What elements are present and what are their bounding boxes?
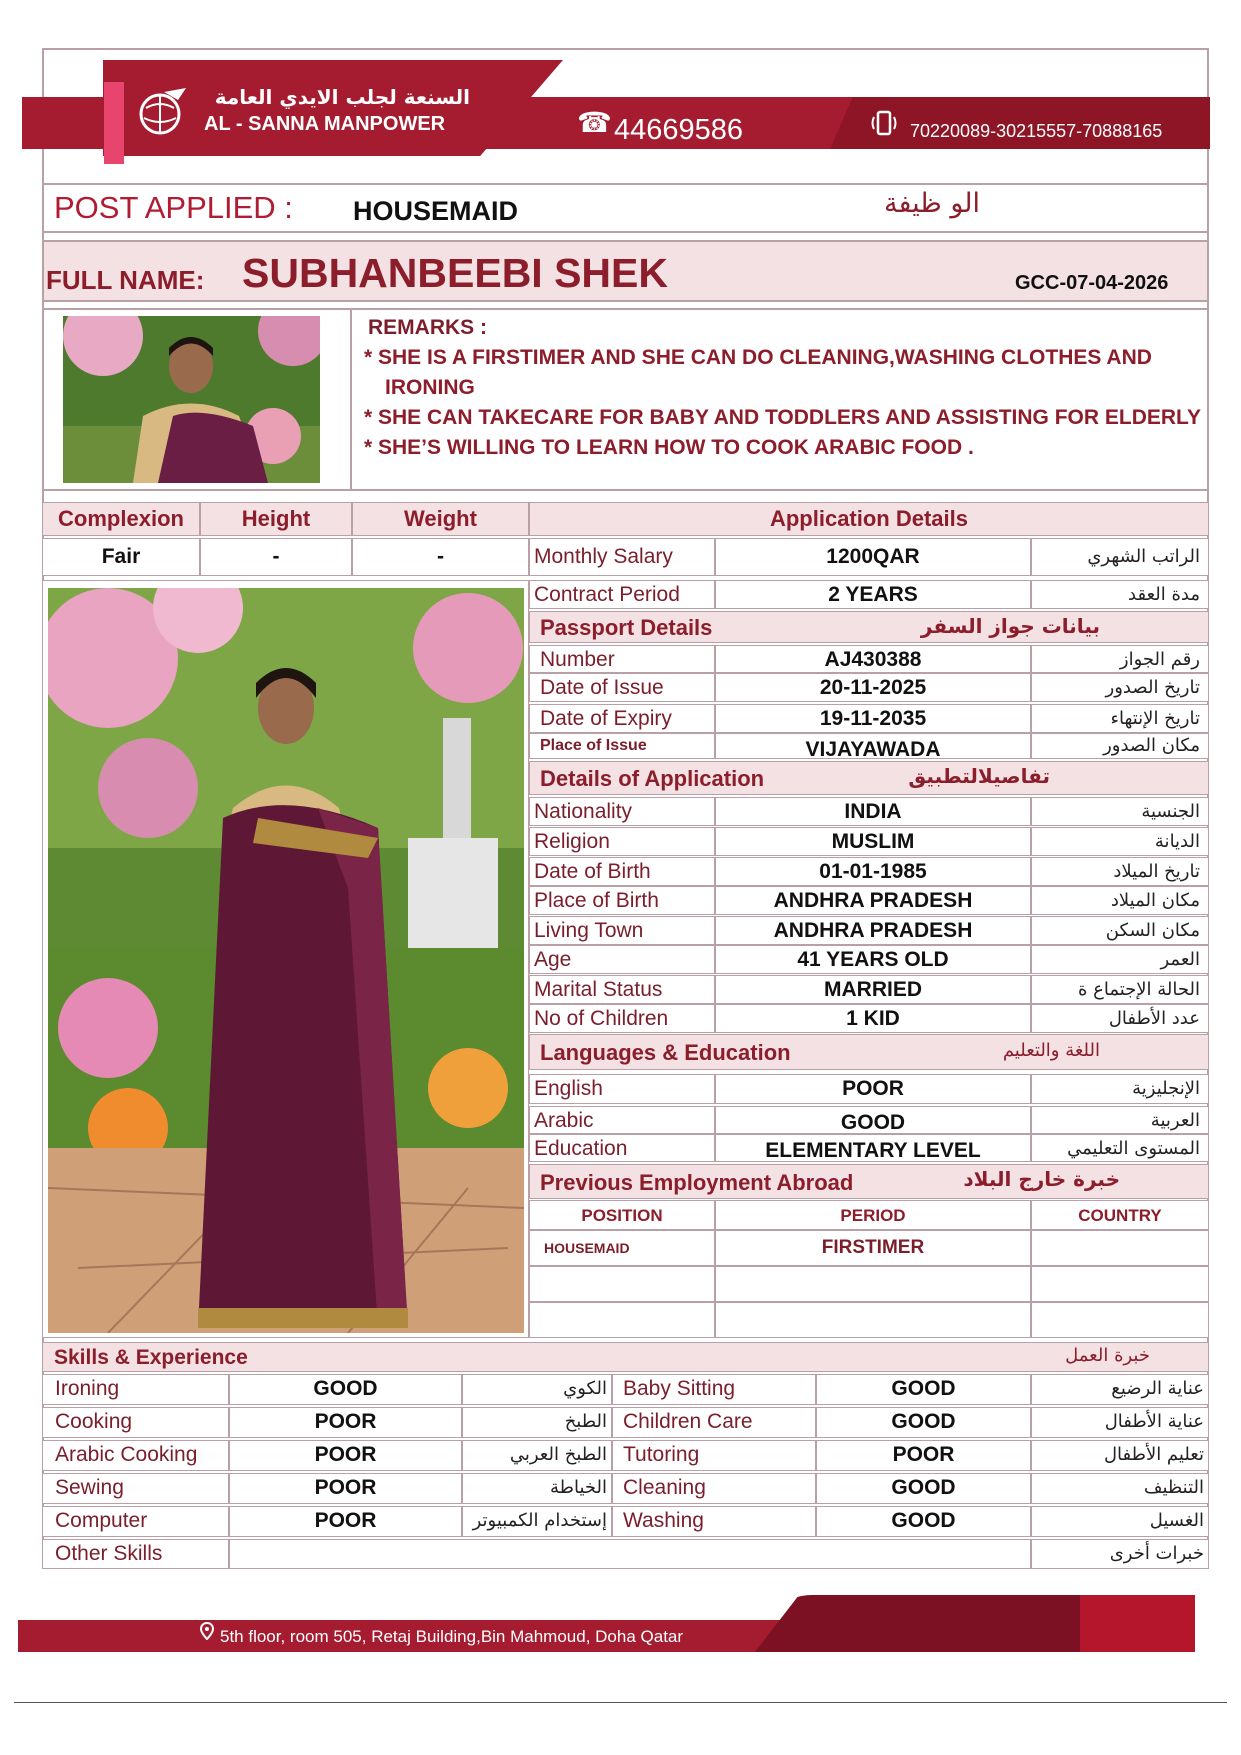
employment-empty-cell bbox=[715, 1266, 1031, 1302]
employment-period-cell: FIRSTIMER bbox=[715, 1230, 1031, 1266]
employment-position-cell: HOUSEMAID bbox=[529, 1230, 715, 1266]
employment-country-cell bbox=[1031, 1230, 1209, 1266]
employment-empty-cell bbox=[715, 1302, 1031, 1338]
employment-period-header: PERIOD bbox=[715, 1200, 1031, 1230]
skill-washing-label: Washing bbox=[612, 1506, 816, 1537]
bottom-rule bbox=[14, 1702, 1227, 1703]
application-details-header: Application Details bbox=[529, 502, 1209, 536]
height-header: Height bbox=[200, 502, 352, 536]
company-name-en: AL - SANNA MANPOWER bbox=[204, 113, 446, 135]
company-name-ar: السنعة لجلب الايدي العامة bbox=[214, 85, 470, 109]
age-label-ar: العمر bbox=[1031, 945, 1209, 974]
post-applied-value: HOUSEMAID bbox=[353, 196, 519, 226]
living-town-label-ar: مكان السكن bbox=[1031, 916, 1209, 945]
passport-number-value: AJ430388 bbox=[715, 645, 1031, 673]
age-value: 41 YEARS OLD bbox=[715, 945, 1031, 974]
weight-value: - bbox=[352, 538, 529, 576]
monthly-salary-label-ar: الراتب الشهري bbox=[1031, 538, 1209, 576]
english-value: POOR bbox=[715, 1074, 1031, 1104]
employment-title-ar: خبرة خارج البلاد bbox=[963, 1167, 1120, 1191]
details-of-application-title: Details of Application bbox=[540, 766, 765, 791]
monthly-salary-label: Monthly Salary bbox=[529, 538, 715, 576]
passport-number-label-ar: رقم الجواز bbox=[1031, 645, 1209, 673]
nationality-label: Nationality bbox=[529, 797, 715, 826]
issue-date-value: 20-11-2025 bbox=[715, 673, 1031, 702]
education-label: Education bbox=[529, 1134, 715, 1162]
place-of-birth-label-ar: مكان الميلاد bbox=[1031, 886, 1209, 915]
skill-ironing-label-ar: الكوي bbox=[462, 1374, 612, 1405]
skills-title-ar: خبرة العمل bbox=[1065, 1345, 1150, 1366]
weight-header: Weight bbox=[352, 502, 529, 536]
place-of-issue-value: VIJAYAWADA bbox=[715, 733, 1031, 759]
languages-title: Languages & Education bbox=[540, 1040, 791, 1065]
religion-value: MUSLIM bbox=[715, 827, 1031, 856]
employment-empty-cell bbox=[1031, 1266, 1209, 1302]
employment-empty-cell bbox=[1031, 1302, 1209, 1338]
employment-title: Previous Employment Abroad bbox=[540, 1170, 854, 1195]
skill-washing-value: GOOD bbox=[816, 1506, 1031, 1537]
nationality-label-ar: الجنسية bbox=[1031, 797, 1209, 826]
full-name-value: SUBHANBEEBI SHEK bbox=[242, 250, 668, 296]
phone-icon: ☎ bbox=[577, 107, 612, 138]
arabic-label: Arabic bbox=[529, 1106, 715, 1134]
contract-period-label: Contract Period bbox=[529, 580, 715, 609]
monthly-salary-value: 1200QAR bbox=[715, 538, 1031, 576]
skill-cooking-label: Cooking bbox=[42, 1407, 229, 1438]
passport-photo bbox=[63, 316, 320, 483]
skill-children-care-value: GOOD bbox=[816, 1407, 1031, 1438]
skill-computer-label: Computer bbox=[42, 1506, 229, 1537]
skill-computer-label-ar: إستخدام الكمبيوتر bbox=[462, 1506, 612, 1537]
issue-date-label: Date of Issue bbox=[529, 673, 715, 702]
remarks-line: * SHE CAN TAKECARE FOR BABY AND TODDLERS AND ASSISTING FOR ELDERLY bbox=[364, 406, 1201, 429]
complexion-value: Fair bbox=[42, 538, 200, 576]
remarks-line: * SHE’S WILLING TO LEARN HOW TO COOK ARABIC FOOD . bbox=[364, 436, 974, 459]
children-label: No of Children bbox=[529, 1004, 715, 1033]
skill-arabic-cooking-label-ar: الطبخ العربي bbox=[462, 1440, 612, 1471]
date-of-birth-label: Date of Birth bbox=[529, 857, 715, 886]
skill-ironing-label: Ironing bbox=[42, 1374, 229, 1405]
living-town-label: Living Town bbox=[529, 916, 715, 945]
languages-title-ar: اللغة والتعليم bbox=[1002, 1040, 1100, 1061]
skill-baby-sitting-label: Baby Sitting bbox=[612, 1374, 816, 1405]
place-of-birth-value: ANDHRA PRADESH bbox=[715, 886, 1031, 915]
other-skills-label-ar: خبرات أخرى bbox=[1031, 1539, 1209, 1569]
nationality-value: INDIA bbox=[715, 797, 1031, 826]
footer-address: 5th floor, room 505, Retaj Building,Bin Mahmoud, Doha Qatar bbox=[220, 1627, 684, 1646]
skill-baby-sitting-value: GOOD bbox=[816, 1374, 1031, 1405]
date-of-birth-value: 01-01-1985 bbox=[715, 857, 1031, 886]
passport-number-label: Number bbox=[529, 645, 715, 673]
remarks-divider bbox=[350, 308, 352, 491]
skill-cooking-value: POOR bbox=[229, 1407, 462, 1438]
skill-cleaning-label: Cleaning bbox=[612, 1473, 816, 1504]
location-pin-icon bbox=[200, 1622, 214, 1640]
skill-sewing-label-ar: الخياطة bbox=[462, 1473, 612, 1504]
employment-country-header: COUNTRY bbox=[1031, 1200, 1209, 1230]
education-label-ar: المستوى التعليمي bbox=[1031, 1134, 1209, 1162]
living-town-value: ANDHRA PRADESH bbox=[715, 916, 1031, 945]
expiry-date-label-ar: تاريخ الإنتهاء bbox=[1031, 704, 1209, 733]
skill-children-care-label-ar: عناية الأطفال bbox=[1031, 1407, 1209, 1438]
english-label-ar: الإنجليزية bbox=[1031, 1074, 1209, 1104]
date-of-birth-label-ar: تاريخ الميلاد bbox=[1031, 857, 1209, 886]
reference-code: GCC-07-04-2026 bbox=[1015, 272, 1169, 294]
company-logo-icon bbox=[134, 88, 188, 136]
place-of-issue-label-ar: مكان الصدور bbox=[1031, 733, 1209, 759]
skill-arabic-cooking-label: Arabic Cooking bbox=[42, 1440, 229, 1471]
skill-sewing-label: Sewing bbox=[42, 1473, 229, 1504]
skill-children-care-label: Children Care bbox=[612, 1407, 816, 1438]
remarks-line: * SHE IS A FIRSTIMER AND SHE CAN DO CLEANING,WASHING CLOTHES AND bbox=[364, 346, 1152, 369]
expiry-date-value: 19-11-2035 bbox=[715, 704, 1031, 733]
skills-title: Skills & Experience bbox=[54, 1346, 248, 1369]
header-accent-bar bbox=[104, 82, 124, 164]
details-of-application-title-ar: تفاصيلالتطبيق bbox=[908, 764, 1050, 788]
full-name-label: FULL NAME: bbox=[46, 265, 205, 295]
expiry-date-label: Date of Expiry bbox=[529, 704, 715, 733]
marital-status-value: MARRIED bbox=[715, 975, 1031, 1004]
marital-status-label-ar: الحالة الإجتماع ة bbox=[1031, 975, 1209, 1004]
skill-computer-value: POOR bbox=[229, 1506, 462, 1537]
education-value: ELEMENTARY LEVEL bbox=[715, 1134, 1031, 1162]
employment-position-header: POSITION bbox=[529, 1200, 715, 1230]
post-applied-label-ar: الو ظيفة bbox=[883, 188, 980, 219]
skill-tutoring-label: Tutoring bbox=[612, 1440, 816, 1471]
arabic-label-ar: العربية bbox=[1031, 1106, 1209, 1134]
marital-status-label: Marital Status bbox=[529, 975, 715, 1004]
remarks-title: REMARKS : bbox=[368, 316, 487, 339]
contract-period-value: 2 YEARS bbox=[715, 580, 1031, 609]
skill-cleaning-label-ar: التنظيف bbox=[1031, 1473, 1209, 1504]
children-value: 1 KID bbox=[715, 1004, 1031, 1033]
religion-label: Religion bbox=[529, 827, 715, 856]
complexion-header: Complexion bbox=[42, 502, 200, 536]
children-label-ar: عدد الأطفال bbox=[1031, 1004, 1209, 1033]
religion-label-ar: الديانة bbox=[1031, 827, 1209, 856]
place-of-issue-label: Place of Issue bbox=[529, 733, 715, 759]
contract-period-label-ar: مدة العقد bbox=[1031, 580, 1209, 609]
post-applied-label: POST APPLIED : bbox=[54, 190, 293, 225]
remarks-line: IRONING bbox=[385, 376, 475, 399]
age-label: Age bbox=[529, 945, 715, 974]
passport-details-title: Passport Details bbox=[540, 615, 713, 640]
phone-number: 44669586 bbox=[614, 114, 744, 146]
mobile-icon bbox=[871, 108, 897, 138]
passport-details-title-ar: بيانات جواز السفر bbox=[920, 614, 1100, 638]
mobile-numbers: 70220089-30215557-70888165 bbox=[910, 121, 1163, 141]
skill-tutoring-label-ar: تعليم الأطفال bbox=[1031, 1440, 1209, 1471]
employment-empty-cell bbox=[529, 1302, 715, 1338]
full-body-photo bbox=[48, 588, 524, 1333]
skill-ironing-value: GOOD bbox=[229, 1374, 462, 1405]
other-skills-label: Other Skills bbox=[42, 1539, 229, 1569]
other-skills-value bbox=[229, 1539, 1031, 1569]
place-of-birth-label: Place of Birth bbox=[529, 886, 715, 915]
english-label: English bbox=[529, 1074, 715, 1104]
issue-date-label-ar: تاريخ الصدور bbox=[1031, 673, 1209, 702]
height-value: - bbox=[200, 538, 352, 576]
skill-tutoring-value: POOR bbox=[816, 1440, 1031, 1471]
skill-cooking-label-ar: الطبخ bbox=[462, 1407, 612, 1438]
employment-empty-cell bbox=[529, 1266, 715, 1302]
skill-arabic-cooking-value: POOR bbox=[229, 1440, 462, 1471]
skill-baby-sitting-label-ar: عناية الرضيع bbox=[1031, 1374, 1209, 1405]
footer-block bbox=[1080, 1595, 1195, 1652]
skill-sewing-value: POOR bbox=[229, 1473, 462, 1504]
skill-washing-label-ar: الغسيل bbox=[1031, 1506, 1209, 1537]
arabic-value: GOOD bbox=[715, 1106, 1031, 1134]
skill-cleaning-value: GOOD bbox=[816, 1473, 1031, 1504]
